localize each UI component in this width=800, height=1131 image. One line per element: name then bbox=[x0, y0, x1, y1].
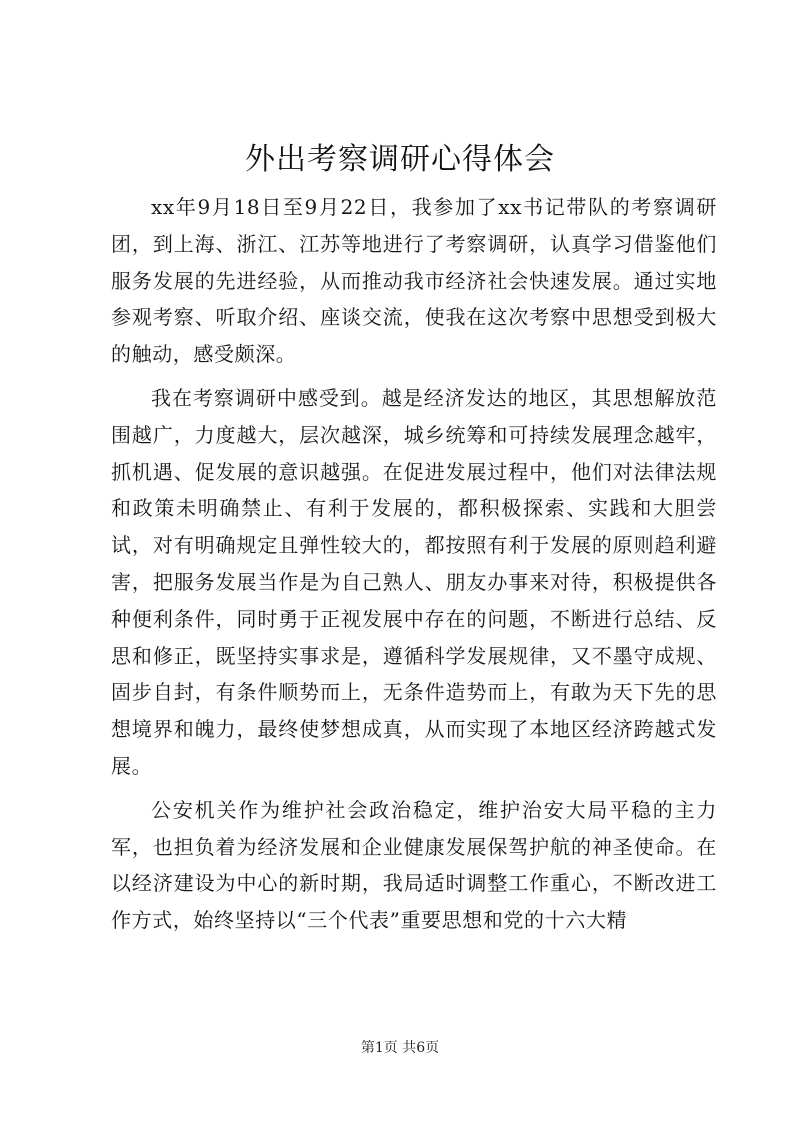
page-title: 外出考察调研心得体会 bbox=[245, 142, 555, 177]
page-footer: 第1页 共6页 bbox=[360, 1040, 440, 1056]
paragraph-1: xx年9月18日至9月22日，我参加了xx书记带队的考察调研团，到上海、浙江、江苏等地进行了考察调研，认真学习借鉴他们服务发展的先进经验，从而推动我市经济社会快速发展。通过实地参观考察、听取介绍、座谈交流，使我在这次考察中思想受到极大的触动，感受颇深。 bbox=[111, 195, 717, 367]
document-body bbox=[111, 189, 717, 939]
paragraph-2: 我在考察调研中感受到。越是经济发达的地区，其思想解放范围越广，力度越大，层次越深，城乡统筹和可持续发展理念越牢，抓机遇、促发展的意识越强。在促进发展过程中，他们对法律法规和政策未明确禁止、有利于发展的，都积极探索、实践和大胆尝试，对有明确规定且弹性较大的，都按照有利于发展的原则趋利避害，把服务发展当作是为自己熟人、朋友办事来对待，积极提供各种便利条件，同时勇于正视发展中存在的问题，不断进行总结、反思和修正，既坚持实事求是，遵循科学发展规律，又不墨守成规、固步自封，有条件顺势而上，无条件造势而上，有敢为天下先的思想境界和魄力，最终使梦想成真，从而实现了本地区经济跨越式发展。 bbox=[111, 385, 717, 778]
paragraph-3: 公安机关作为维护社会政治稳定，维护治安大局平稳的主力军，也担负着为经济发展和企业健康发展保驾护航的神圣使命。在以经济建设为中心的新时期，我局适时调整工作重心，不断改进工作方式，始终坚持以“三个代表”重要思想和党的十六大精 bbox=[111, 797, 717, 933]
